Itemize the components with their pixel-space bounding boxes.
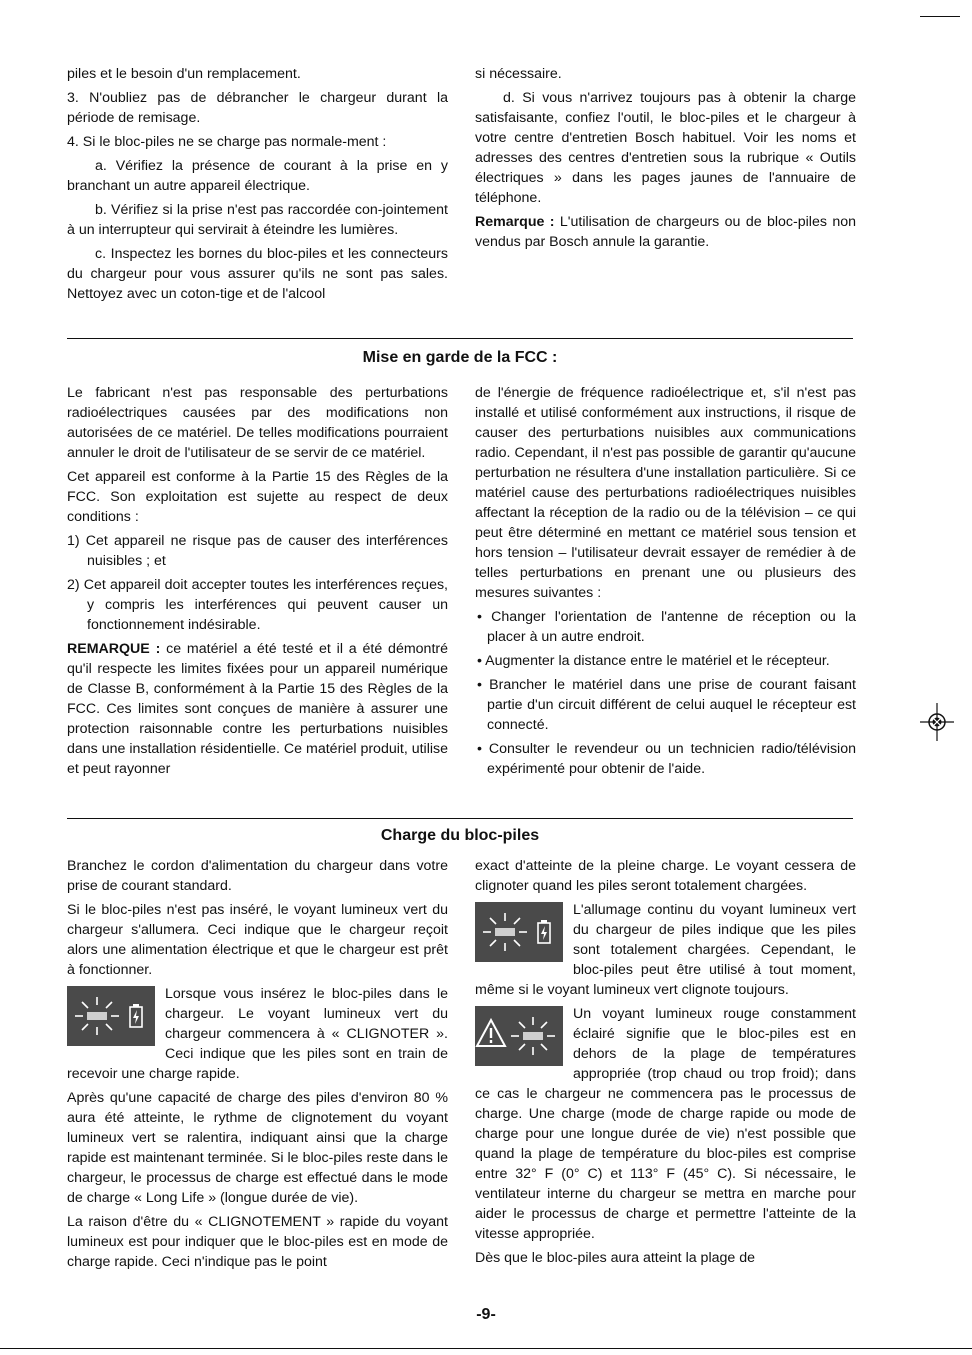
remark-paragraph (475, 212, 856, 252)
remarque-text: ce matériel a été testé et il a été démontré qu'il respecte les limites fixées pour un appareil numérique de Classe B, conformément à la Partie 15 des Règles de la FCC. Ces limites sont conçues de manière à assurer une protection raisonnable contre les perturbations nuisibles dans une installation résidentielle. Ce matériel produit, utilise et peut rayonner (67, 641, 448, 777)
paragraph: c. Inspectez les bornes du bloc-piles et les connecteurs du chargeur pour vous assurer qu'ils ne sont pas sales. Nettoyez avec un coton-tige et de l'alcool (67, 246, 448, 302)
top-left-column (67, 64, 448, 308)
section-rule (67, 818, 853, 819)
page-number: -9- (476, 1306, 496, 1323)
remarque-paragraph (67, 639, 448, 779)
charge-left-column (67, 856, 448, 1276)
bottom-rule (0, 1348, 972, 1349)
bullet-item: • Brancher le matériel dans une prise de courant faisant partie d'un circuit différent de celui auquel le récepteur est connecté. (477, 677, 856, 733)
paragraph-with-icon (67, 984, 448, 1084)
paragraph: Branchez le cordon d'alimentation du chargeur dans votre prise de courant standard. (67, 858, 448, 894)
paragraph: a. Vérifiez la présence de courant à la prise en y branchant un autre appareil électrique. (67, 158, 448, 194)
steady-led-battery-icon (475, 902, 563, 962)
paragraph: Après qu'une capacité de charge des piles d'environ 80 % aura été atteinte, le rythme de clignotement du voyant lumineux vert se ralentira, indiquant ainsi que la charge rapide est maintenant terminée. Si le bloc-piles reste dans le chargeur, le processus de charge est effectué dans le mode de charge « Long Life » (longue durée de vie). (67, 1090, 448, 1206)
paragraph: Dès que le bloc-piles aura atteint la plage de (475, 1250, 755, 1266)
charge-heading: Charge du bloc-piles (380, 827, 540, 844)
charge-right-column (475, 856, 856, 1272)
paragraph: L'allumage continu du voyant lumineux vert du chargeur de piles indique que les piles sont totalement chargées. Cependant, le bloc-piles peut être utilisé à tout moment, même si le voyant lumineux vert clignote toujours. (475, 902, 856, 998)
section-rule (67, 338, 853, 339)
paragraph: 4. Si le bloc-piles ne se charge pas normale-ment : (67, 134, 387, 150)
remark-text: L'utilisation de chargeurs ou de bloc-piles non vendus par Bosch annule la garantie. (475, 214, 856, 250)
paragraph: Cet appareil est conforme à la Partie 15 des Règles de la FCC. Son exploitation est sujette au respect de deux conditions : (67, 469, 448, 525)
remark-label: Remarque : (475, 214, 555, 230)
paragraph: La raison d'être du « CLIGNOTEMENT » rapide du voyant lumineux est pour indiquer que le bloc-piles est en mode de charge rapide. Ceci n'indique pas le point (67, 1214, 448, 1270)
paragraph: Un voyant lumineux rouge constamment éclairé signifie que le bloc-piles est en dehors de la plage de températures appropriée (trop chaud ou trop froid); dans ce cas le chargeur ne commencera pas le processus de charge. Une charge (mode de charge rapide ou mode de charge pour une longue durée de vie) n'est possible que quand la plage de température du bloc-piles est comprise entre 32° F (0° C) et 113° F (45° C). Si nécessaire, le ventilateur interne du chargeur se mettra en marche pour aider le processus de charge et permettre l'atteinte de la vitesse appropriée. (475, 1006, 856, 1242)
crop-mark (920, 16, 960, 17)
bullet-item: • Consulter le revendeur ou un technicien radio/télévision expérimenté pour obtenir de l'aide. (477, 741, 856, 777)
paragraph: b. Vérifiez si la prise n'est pas raccordée con-jointement à un interrupteur qui servirait à éteindre les lumières. (67, 202, 448, 238)
paragraph: d. Si vous n'arrivez toujours pas à obtenir la charge satisfaisante, confiez l'outil, le bloc-piles et le chargeur à votre centre d'entretien Bosch habituel. Voir les noms et adresses des centres d'entretien sous la rubrique « Outils électriques » dans les pages jaunes de l'annuaire de téléphone. (475, 90, 856, 206)
remarque-label: REMARQUE : (67, 641, 161, 657)
registration-mark-icon (920, 703, 954, 746)
condition-1: 1) Cet appareil ne risque pas de causer des interférences nuisibles ; et (67, 533, 448, 569)
fcc-right-column (475, 383, 856, 783)
bullet-item: • Changer l'orientation de l'antenne de réception ou la placer à un autre endroit. (477, 609, 856, 645)
paragraph-with-icon (475, 900, 856, 1000)
condition-2: 2) Cet appareil doit accepter toutes les interférences reçues, y compris les interférences qui peuvent causer un fonctionnement indésirable. (67, 577, 448, 633)
fcc-heading: Mise en garde de la FCC : (362, 349, 558, 366)
paragraph: 3. N'oubliez pas de débrancher le chargeur durant la période de remisage. (67, 90, 448, 126)
paragraph: piles et le besoin d'un remplacement. (67, 66, 301, 82)
blinking-led-battery-icon (67, 986, 155, 1046)
fcc-left-column (67, 383, 448, 783)
bullet-item: • Augmenter la distance entre le matériel et le récepteur. (477, 653, 830, 669)
paragraph: Le fabricant n'est pas responsable des perturbations radioélectriques causées par des modifications non autorisées de ce matériel. De telles modifications pourraient annuler le droit de l'utilisateur de se servir de ce matériel. (67, 385, 448, 461)
paragraph: Si le bloc-piles n'est pas inséré, le voyant lumineux vert du chargeur s'allumera. Ceci indique que le chargeur reçoit alors une alimentation électrique et que le chargeur est prêt à fonctionner. (67, 902, 448, 978)
paragraph: de l'énergie de fréquence radioélectrique et, s'il n'est pas installé et utilisé conformément aux instructions, il risque de causer des perturbations nuisibles aux communications radio. Cependant, il n'est pas possible de garantir qu'aucune perturbation ne résultera d'une installation particulière. Si ce matériel cause des perturbations radioélectriques nuisibles affectant la réception de la radio ou de la télévision – ce qui peut être déterminé en mettant ce matériel sous tension et hors tension – l'utilisateur devrait essayer de remédier à de telles perturbations en prenant une ou plusieurs des mesures suivantes : (475, 385, 856, 601)
paragraph: exact d'atteinte de la pleine charge. Le voyant cessera de clignoter quand les piles seront totalement chargées. (475, 858, 856, 894)
top-right-column (475, 64, 856, 256)
paragraph: si nécessaire. (475, 66, 562, 82)
paragraph-with-icon (475, 1004, 856, 1244)
warning-led-icon (475, 1006, 563, 1066)
paragraph: Lorsque vous insérez le bloc-piles dans le chargeur. Le voyant lumineux vert du chargeur commencera à « CLIGNOTER ». Ceci indique que les piles sont en train de recevoir une charge rapide. (67, 986, 448, 1082)
